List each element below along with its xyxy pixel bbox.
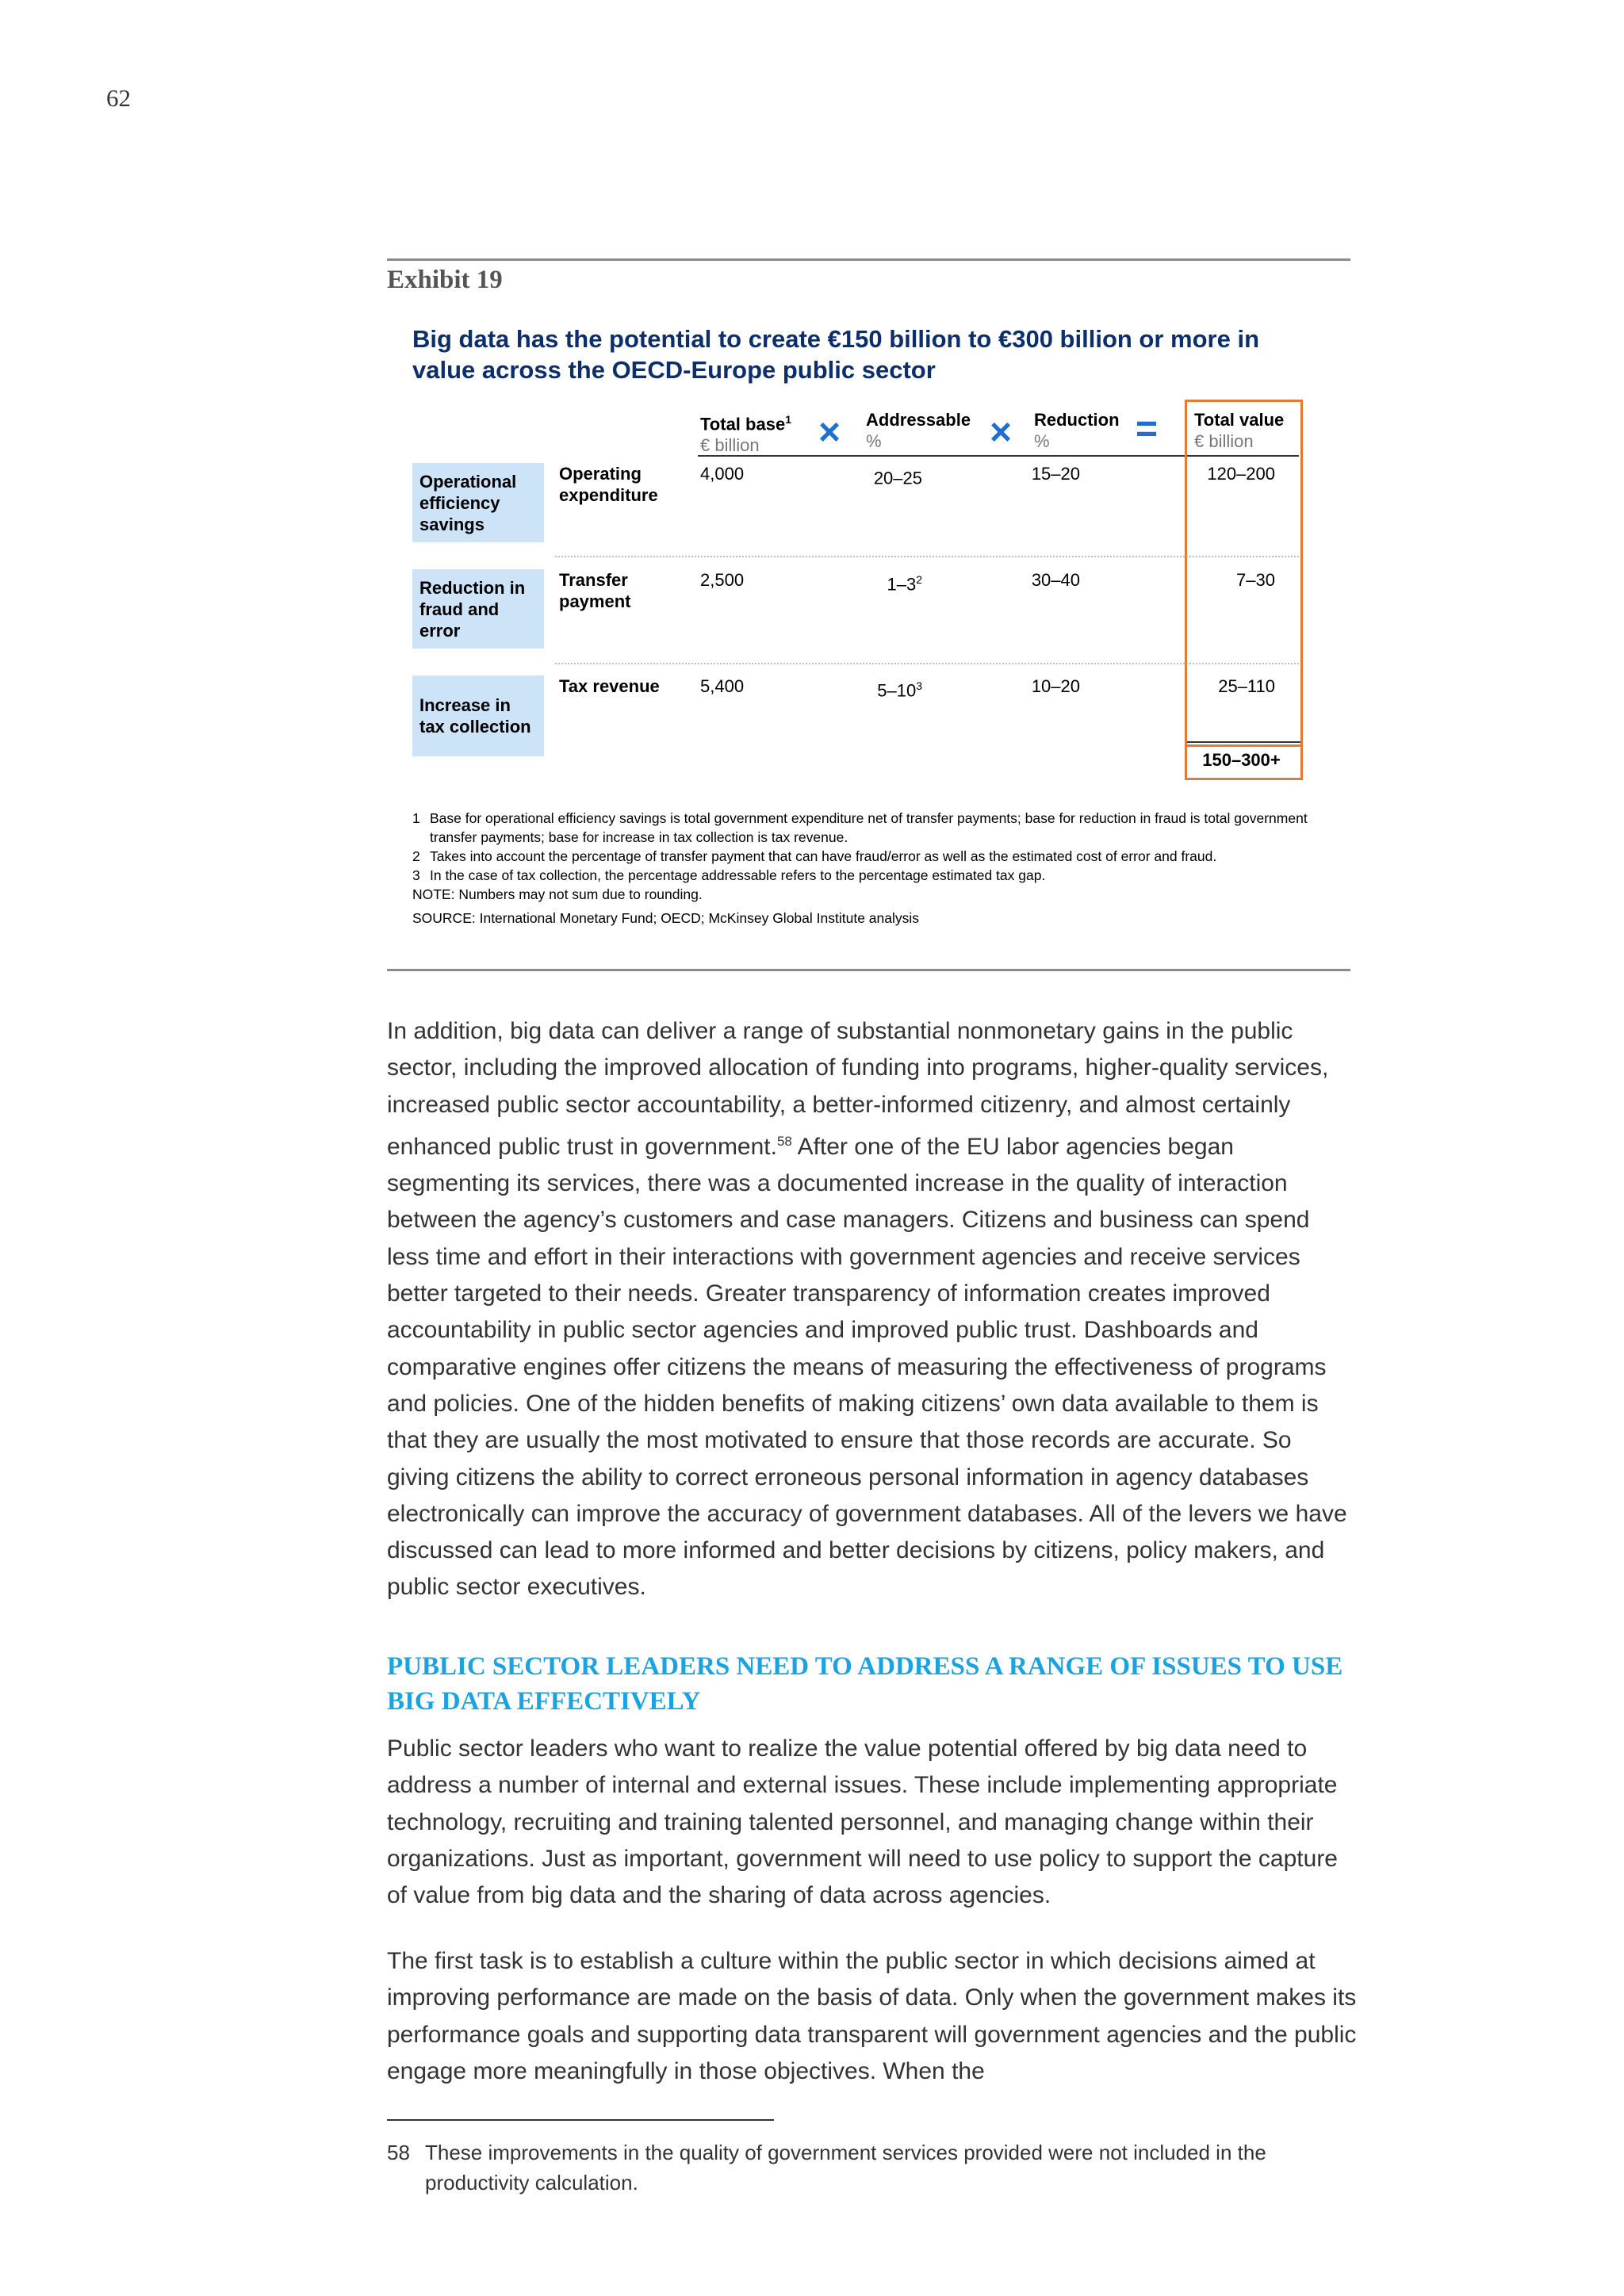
sub-category-label: Operating expenditure xyxy=(559,464,658,505)
section-heading: PUBLIC SECTOR LEADERS NEED TO ADDRESS A RANGE OF ISSUES TO USE BIG DATA EFFECTIVELY xyxy=(387,1652,1343,1716)
exhibit-bottom-rule xyxy=(387,969,1350,971)
reduction-value: 10–20 xyxy=(1031,676,1080,696)
note-item: 3 In the case of tax collection, the percentage addressable refers to the percentage estimated tax gap. xyxy=(412,867,1046,883)
page-number: 62 xyxy=(106,84,131,112)
body-paragraph: The first task is to establish a culture within the public sector in which decisions aimed at improving performance are made on the basis of data. Only when the government makes its performance goals and supporting data transparent will government agencies and the public engage more meaningfully in those objectives. When the xyxy=(387,1948,1357,2084)
exhibit-notes xyxy=(412,809,1324,928)
row-divider xyxy=(555,663,1299,664)
multiply-icon: × xyxy=(990,411,1013,453)
body-paragraph: In addition, big data can deliver a range of substantial nonmonetary gains in the public sector, including the improved allocation of funding into programs, higher-quality services, increased public sector accountability, a better-informed citizenry, and almost certainly enhanced public trust in government.$^{58}$ After one of the EU labor agencies began segmenting its services, there was a documented increase in the quality of interaction between the agency’s customers and case managers. Citizens and business can spend less time and effort in their interactions with government agencies and receive services better targeted to their needs. Greater transparency of information creates improved accountability in public sector agencies and improved public trust. Dashboards and comparative engines offer citizens the means of measuring the effectiveness of programs and policies. One of the hidden benefits of making citizens’ own data available to them is that they are usually the most motivated to ensure that those records are accurate. So giving citizens the ability to correct erroneous personal information in agency databases electronically can improve the accuracy of government databases. All of the levers we have discussed can lead to more informed and better decisions by citizens, policy makers, and public sector executives. xyxy=(387,1018,1347,1601)
source-note: SOURCE: International Monetary Fund; OECD; McKinsey Global Institute analysis xyxy=(412,910,920,926)
body-paragraph: Public sector leaders who want to realize the value potential offered by big data need to address a number of internal and external issues. These include implementing appropriate technology, recruiting and training talented personnel, and managing change within their organizations. Just as important, government will need to use policy to support the capture of value from big data and the sharing of data across agencies. xyxy=(387,1735,1338,1909)
reduction-value: 30–40 xyxy=(1031,570,1080,590)
note-item: 1 Base for operational efficiency savings is total government expenditure net of transfer payments; base for reduction in fraud is total government transfer payments; base for increase in tax collection is tax revenue. xyxy=(412,810,1308,845)
total-value: 25–110 xyxy=(1218,676,1275,696)
row-divider xyxy=(555,556,1299,557)
grand-total-value: 150–300+ xyxy=(1202,750,1281,770)
footnote-ref: 58 xyxy=(776,1133,792,1149)
category-operational-efficiency: Operational efficiency savings xyxy=(412,463,544,542)
addressable-value: 20–25 xyxy=(873,468,922,488)
exhibit-title: Big data has the potential to create €150 billion to €300 billion or more in value across the OECD-Europe public sector xyxy=(412,325,1260,384)
base-value: 4,000 xyxy=(700,464,745,484)
addressable-value: $5-10^3$ xyxy=(877,679,922,701)
category-fraud-error: Reduction in fraud and error xyxy=(412,569,544,649)
equals-icon: = xyxy=(1136,408,1159,450)
total-value: 120–200 xyxy=(1207,464,1275,484)
exhibit-top-rule xyxy=(387,258,1350,261)
reduction-value: 15–20 xyxy=(1031,464,1080,484)
col-head-addressable: Addressable % xyxy=(866,410,971,451)
category-tax-collection: Increase in tax collection xyxy=(412,675,544,756)
exhibit-label: Exhibit 19 xyxy=(387,266,503,294)
note-item: 2 Takes into account the percentage of transfer payment that can have fraud/error as well as the estimated cost of error and fraud. xyxy=(412,848,1217,864)
total-value: 7–30 xyxy=(1236,570,1275,590)
base-value: 2,500 xyxy=(700,570,745,590)
col-head-total-value: Total value € billion xyxy=(1194,410,1285,451)
col-head-reduction: Reduction % xyxy=(1034,410,1120,451)
base-value: 5,400 xyxy=(700,676,745,696)
addressable-value: $1-3^2$ xyxy=(887,573,922,595)
rounding-note: NOTE: Numbers may not sum due to rounding. xyxy=(412,886,703,902)
multiply-icon: × xyxy=(818,411,841,453)
sub-category-label: Transfer payment xyxy=(559,570,631,611)
footnote-rule xyxy=(387,2119,774,2121)
col-head-total-base: Total base$^1$ € billion xyxy=(700,413,791,456)
footnote: 58 These improvements in the quality of government services provided were not included in the productivity calculation. xyxy=(387,2141,1266,2195)
sub-category-label: Tax revenue xyxy=(559,676,660,696)
